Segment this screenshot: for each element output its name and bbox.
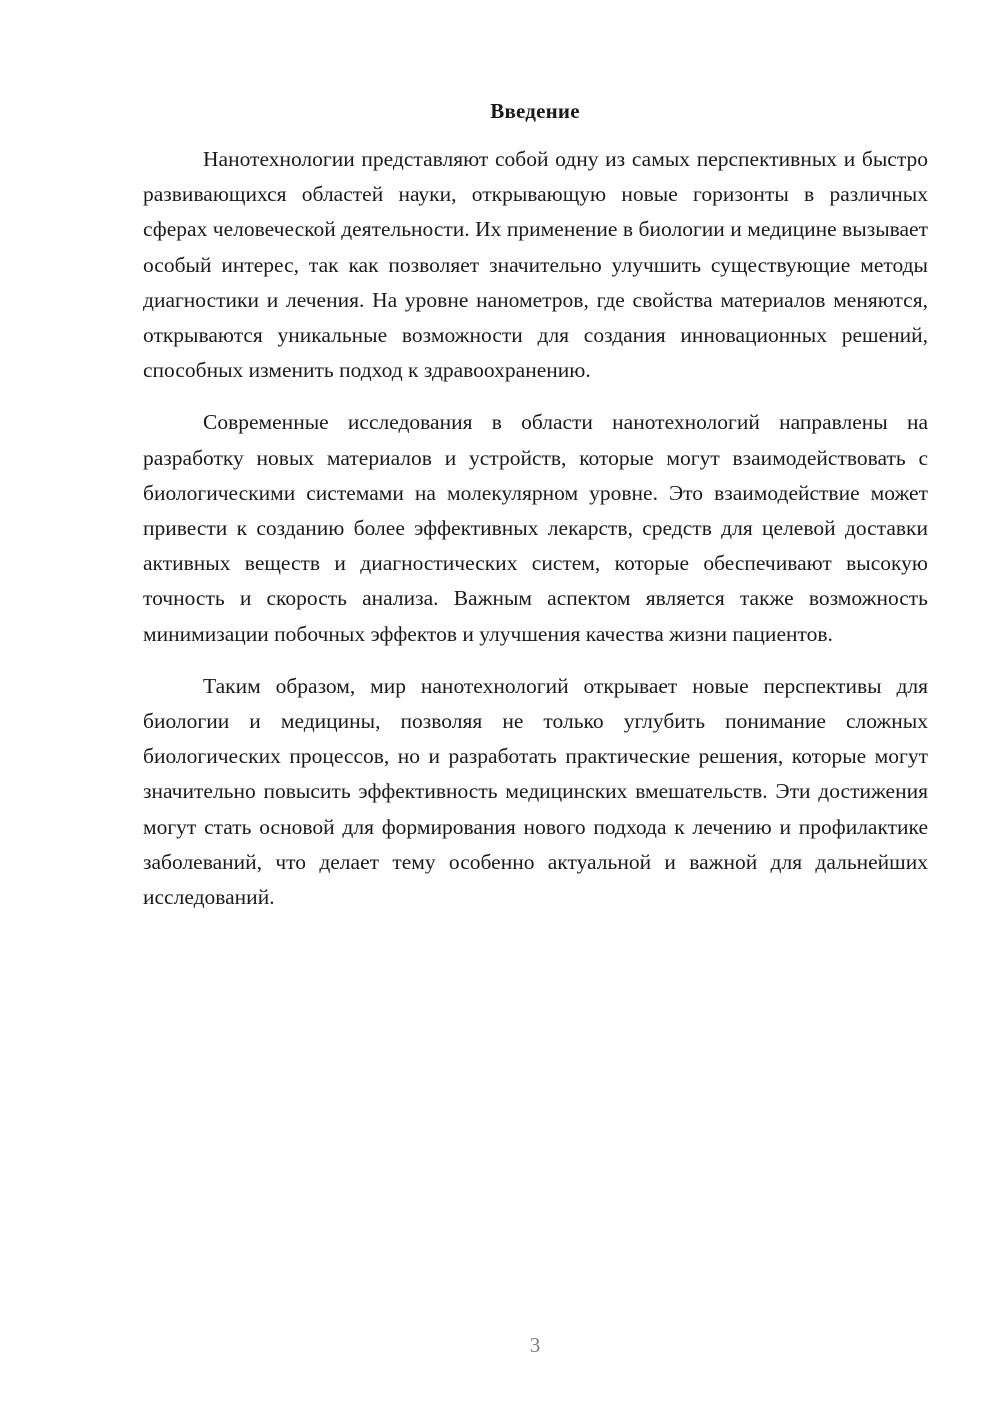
paragraph-conclusion: Таким образом, мир нанотехнологий открывает новые перспективы для биологии и медицины, позволяя не только углубить понимание сложных биологических процессов, но и разработать практические решения, которые могут значительно повысить эффективность медицинских вмешательств. Эти достижения могут стать основой для формирования нового подхода к лечению и профилактике заболеваний, что делает тему особенно актуальной и важной для дальнейших исследований. xyxy=(143,673,928,910)
body-text xyxy=(143,142,928,932)
page-title: Введение xyxy=(490,99,580,123)
paragraph-research: Современные исследования в области нанотехнологий направлены на разработку новых материалов и устройств, которые могут взаимодействовать с биологическими системами на молекулярном уровне. Это взаимодействие может привести к созданию более эффективных лекарств, средств для целевой доставки активных веществ и диагностических систем, которые обеспечивают высокую точность и скорость анализа. Важным аспектом является также возможность минимизации побочных эффектов и улучшения качества жизни пациентов. xyxy=(143,410,928,646)
paragraph-intro: Нанотехнологии представляют собой одну из самых перспективных и быстро развивающихся областей науки, открывающую новые горизонты в различных сферах человеческой деятельности. Их применение в биологии и медицине вызывает особый интерес, так как позволяет значительно улучшить существующие методы диагностики и лечения. На уровне нанометров, где свойства материалов меняются, открываются уникальные возможности для создания инновационных решений, способных изменить подход к здравоохранению. xyxy=(143,147,928,383)
page-number: 3 xyxy=(529,1333,541,1357)
